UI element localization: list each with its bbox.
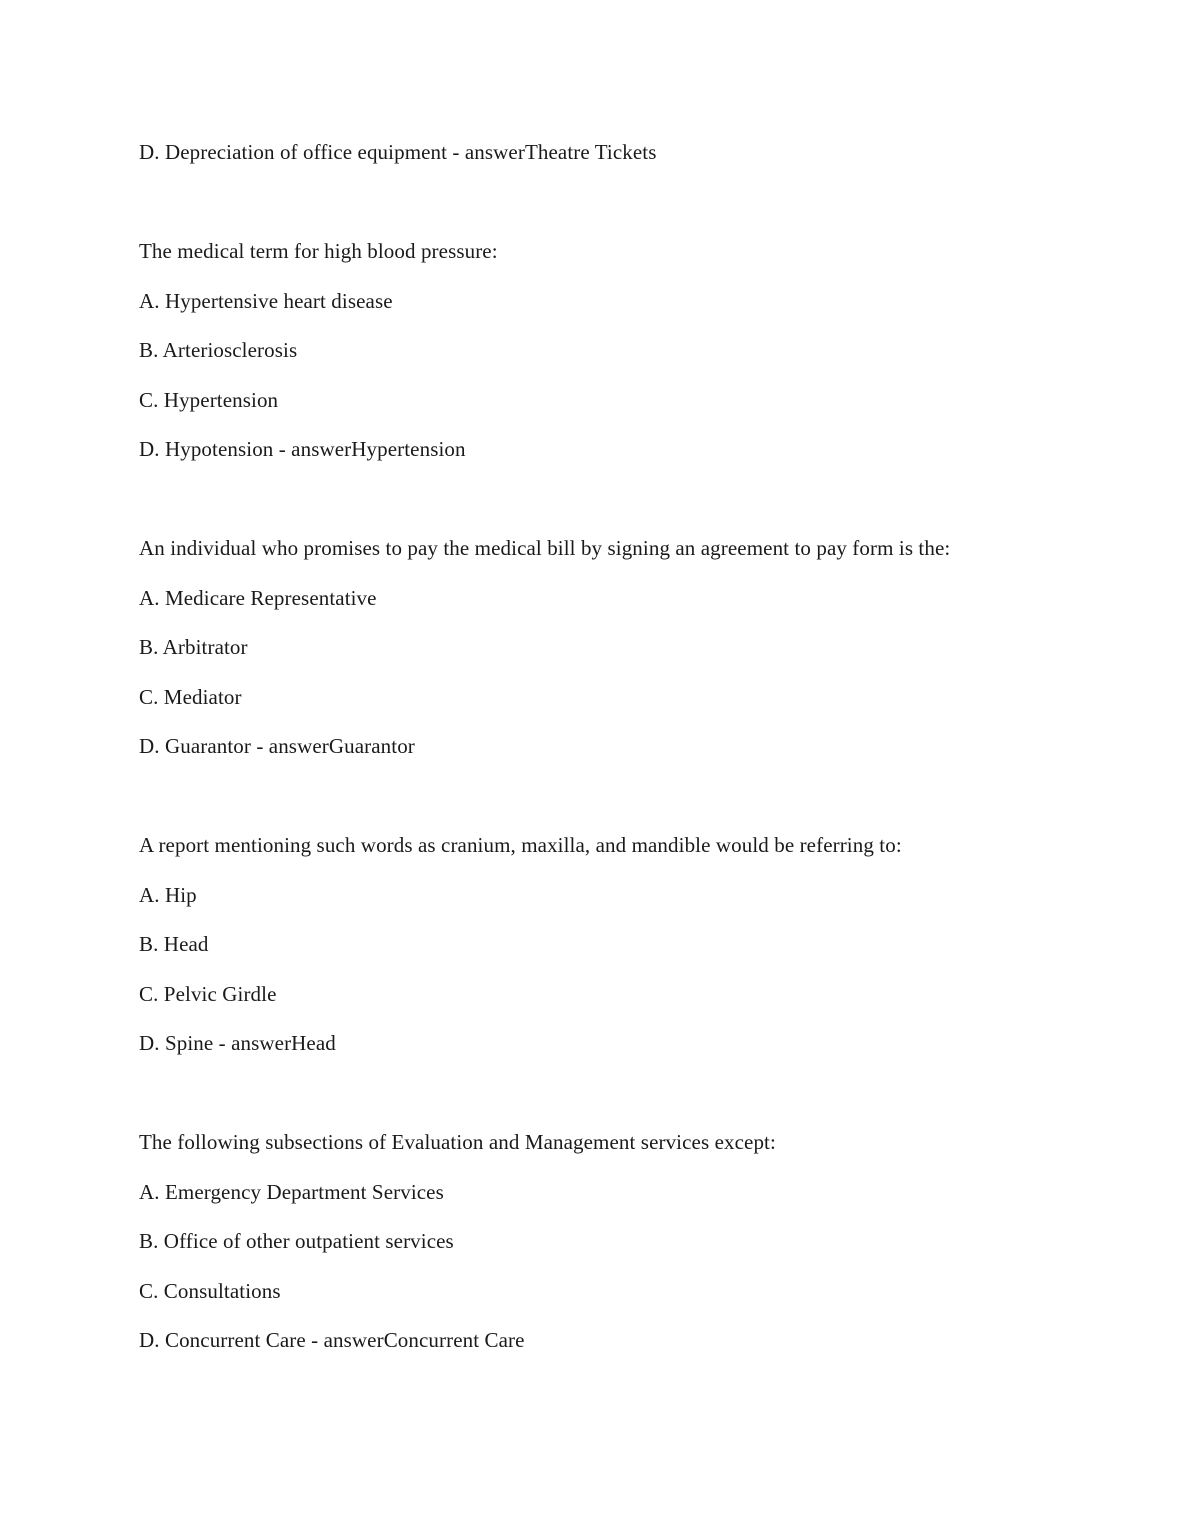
option-b: B. Office of other outpatient services — [139, 1229, 454, 1253]
option-d-answer: D. Hypotension - answerHypertension — [139, 437, 466, 461]
option-c: C. Hypertension — [139, 387, 279, 412]
option-b: B. Arbitrator — [139, 635, 248, 659]
option-c: C. Mediator — [139, 684, 242, 709]
option-d-answer: D. Spine - answerHead — [139, 1031, 336, 1055]
question-block-4 — [139, 1129, 1095, 1353]
option-c: C. Pelvic Girdle — [139, 981, 277, 1006]
option-a: A. Medicare Representative — [139, 585, 377, 610]
option-a: A. Hypertensive heart disease — [139, 288, 393, 313]
option-a: A. Hip — [139, 882, 197, 907]
answer-line: D. Depreciation of office equipment - answerTheatre Tickets — [139, 140, 657, 164]
question-text: The medical term for high blood pressure: — [139, 239, 498, 263]
option-d-answer: D. Guarantor - answerGuarantor — [139, 734, 415, 758]
option-d-answer: D. Concurrent Care - answerConcurrent Care — [139, 1328, 525, 1352]
option-a: A. Emergency Department Services — [139, 1179, 444, 1204]
question-block-2 — [139, 535, 1095, 759]
option-b: B. Arteriosclerosis — [139, 338, 298, 362]
option-b: B. Head — [139, 932, 209, 956]
question-text: The following subsections of Evaluation and Management services except: — [139, 1130, 776, 1154]
question-text: A report mentioning such words as cranium, maxilla, and mandible would be referring to: — [139, 833, 902, 857]
option-c: C. Consultations — [139, 1278, 281, 1303]
question-block-1 — [139, 238, 1095, 462]
question-text: An individual who promises to pay the medical bill by signing an agreement to pay form is the: — [139, 536, 951, 560]
question-block-3 — [139, 832, 1095, 1056]
